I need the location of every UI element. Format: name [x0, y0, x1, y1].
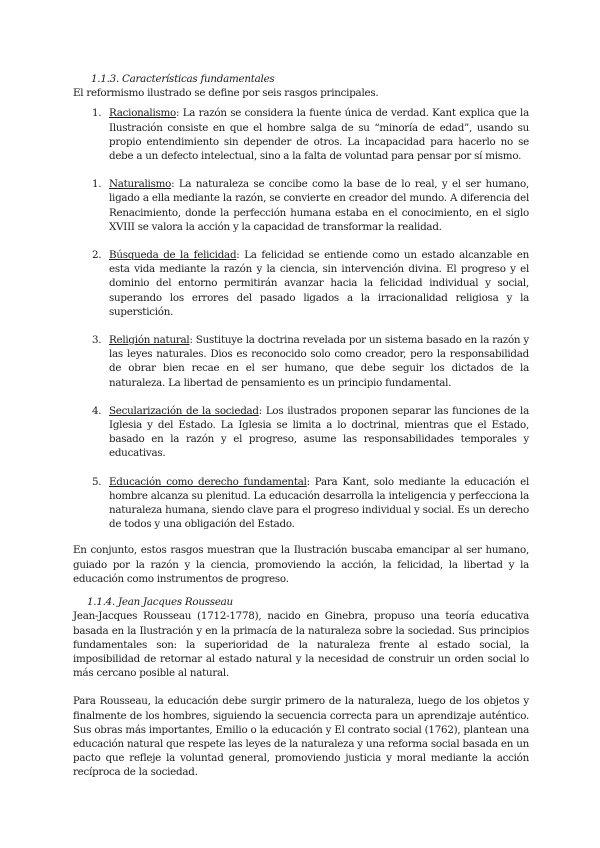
section-heading-rousseau: 1.1.4. Jean Jacques Rousseau — [87, 596, 233, 609]
section-intro: El reformismo ilustrado se define por seis rasgos principales. — [73, 87, 379, 100]
list-term: Búsqueda de la felicidad — [109, 249, 237, 262]
section-summary: En conjunto, estos rasgos muestran que la Ilustración buscaba emancipar al ser humano, guiado por la razón y la ciencia, promoviendo la acción, la felicidad, la libertad y la educación como instrumentos de progreso. — [73, 544, 529, 585]
list-number: 5. — [92, 475, 102, 488]
list-number: 3. — [92, 334, 102, 347]
list-number: 4. — [92, 404, 102, 417]
list-item — [73, 404, 529, 461]
list-term: Secularización de la sociedad — [109, 404, 259, 417]
list-number: 1. — [92, 178, 102, 191]
list-item — [73, 475, 529, 532]
list-text: : La naturaleza se concibe como la base de lo real, y el ser humano, ligado a ella mediante la razón, se convierte en creador del mundo. A diferencia del Renacimiento, donde la perfección humana estaba en el conocimiento, en el siglo XVIII se valora la acción y la capacidad de transformar la realidad. — [109, 178, 529, 233]
list-item — [73, 333, 529, 390]
list-item — [73, 177, 529, 234]
section-heading-characteristics: 1.1.3. Características fundamentales — [91, 73, 275, 85]
list-number: 2. — [92, 249, 102, 262]
list-text: : Sustituye la doctrina revelada por un sistema basado en la razón y las leyes naturales. Dios es reconocido solo como creador, pero la responsabilidad de obrar bien recae en el ser humano, que debe seguir los dictados de la naturaleza. La libertad de pensamiento es un principio fundamental. — [109, 334, 529, 389]
list-term: Educación como derecho fundamental — [109, 475, 307, 488]
list-item — [73, 248, 529, 319]
list-number: 1. — [92, 107, 102, 120]
traits-list — [73, 106, 529, 531]
rousseau-paragraph-2: Para Rousseau, la educación debe surgir primero de la naturaleza, luego de los objetos y finalmente de los hombres, siguiendo la secuencia correcta para un aprendizaje auténtico. Sus obras más importantes, Emilio o la educación y El contrato social (1762), plantean una educación natural que respete las leyes de la naturaleza y una reforma social basada en un pacto que refleje la voluntad general, promoviendo justicia y moral mediante la acción recíproca de la sociedad. — [73, 695, 529, 779]
list-text: : La felicidad se entiende como un estado alcanzable en esta vida mediante la razón y la ciencia, sin intervención divina. El progreso y el dominio del entorno permitirán avanzar hacia la felicidad individual y social, superando los errores del pasado ligados a la irracionalidad religiosa y la superstición. — [109, 249, 529, 318]
list-term: Religión natural — [109, 334, 190, 347]
list-item — [73, 106, 529, 163]
list-text: : Para Kant, solo mediante la educación el hombre alcanza su plenitud. La educación desarrolla la inteligencia y perfecciona la naturaleza humana, siendo clave para el progreso individual y social. Es un derecho de todos y una obligación del Estado. — [109, 475, 529, 531]
list-text: : La razón se considera la fuente única de verdad. Kant explica que la Ilustración consiste en que el hombre salga de su “minoría de edad”, usando su propio entendimiento sin depender de otros. La incapacidad para hacerlo no se debe a un defecto intelectual, sino a la falta de voluntad para pensar por sí mismo. — [109, 107, 529, 163]
rousseau-paragraph-1: Jean-Jacques Rousseau (1712-1778), nacido en Ginebra, propuso una teoría educativa basada en la Ilustración y en la primacía de la naturaleza sobre la sociedad. Sus principios fundamentales son: la superioridad de la naturaleza frente al estado social, la imposibilidad de retornar al estado natural y la necesidad de construir un orden social lo más cercano posible al natural. — [73, 610, 529, 680]
list-term: Racionalismo — [109, 107, 176, 120]
document-body — [73, 72, 529, 780]
list-term: Naturalismo — [109, 178, 172, 191]
list-text: : Los ilustrados proponen separar las funciones de la Iglesia y del Estado. La Iglesia se limita a lo doctrinal, mientras que el Estado, basado en la razón y el progreso, asume las responsabilidades temporales y educativas. — [109, 404, 529, 460]
